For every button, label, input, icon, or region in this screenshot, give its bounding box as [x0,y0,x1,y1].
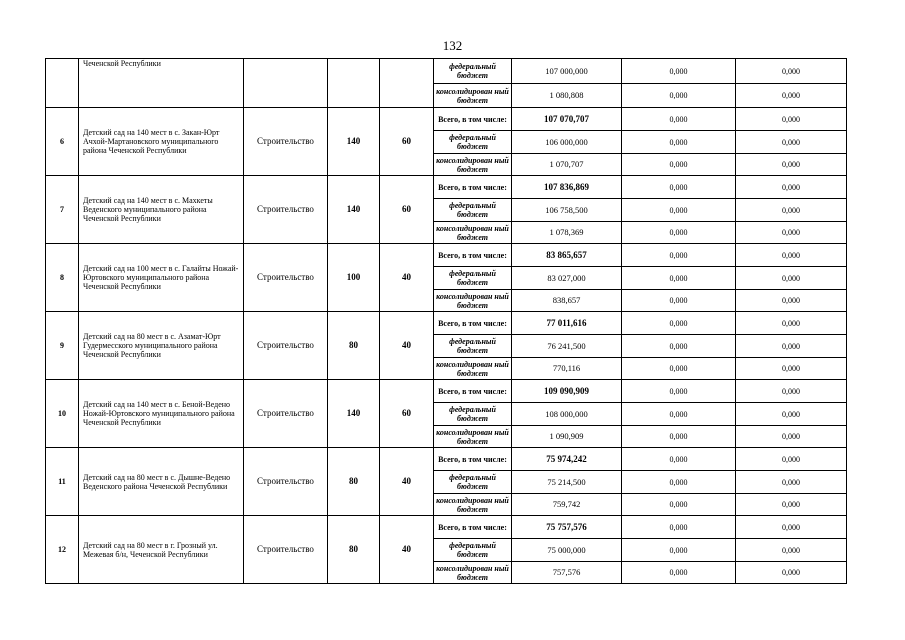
value-federal: 107 000,000 [512,59,622,84]
value-zero: 0,000 [736,108,847,131]
table-row [46,516,847,539]
object-name: Детский сад на 140 мест в с. Махкеты Веденского муниципального района Чеченской Республики [79,176,244,244]
value-zero: 0,000 [622,335,736,358]
value-total: 109 090,909 [512,380,622,403]
capacity-2: 40 [380,312,434,380]
label-consolidated: консолидирован ный бюджет [434,562,512,584]
table-row [46,108,847,131]
table-body [46,59,847,584]
label-total: Всего, в том числе: [434,244,512,267]
label-federal: федеральный бюджет [434,131,512,154]
value-zero: 0,000 [736,494,847,516]
label-consolidated: консолидирован ный бюджет [434,154,512,176]
value-zero: 0,000 [622,494,736,516]
value-zero: 0,000 [622,84,736,108]
table-row [46,312,847,335]
label-total: Всего, в том числе: [434,108,512,131]
row-number: 9 [46,312,79,380]
object-name-cell: Чеченской Республики [79,59,244,108]
value-total: 83 865,657 [512,244,622,267]
label-total: Всего, в том числе: [434,380,512,403]
label-total: Всего, в том числе: [434,448,512,471]
table-row [46,448,847,471]
value-zero: 0,000 [736,84,847,108]
value-zero: 0,000 [736,562,847,584]
label-total: Всего, в том числе: [434,516,512,539]
label-consolidated: консолидирован ный бюджет [434,222,512,244]
table-row [46,380,847,403]
value-zero: 0,000 [736,244,847,267]
work-type-cell [244,59,328,108]
value-zero: 0,000 [622,358,736,380]
value-consolidated: 1 090,909 [512,426,622,448]
value-federal: 75 000,000 [512,539,622,562]
table-row [46,244,847,267]
row-number: 12 [46,516,79,584]
value-zero: 0,000 [736,267,847,290]
capacity-2: 60 [380,176,434,244]
label-consolidated: консолидирован ный бюджет [434,426,512,448]
value-zero: 0,000 [622,426,736,448]
value-zero: 0,000 [736,539,847,562]
capacity-2: 40 [380,516,434,584]
value-zero: 0,000 [622,562,736,584]
value-zero: 0,000 [622,154,736,176]
value-federal: 106 000,000 [512,131,622,154]
value-consolidated: 1 080,808 [512,84,622,108]
value-zero: 0,000 [736,448,847,471]
capacity: 80 [328,516,380,584]
value-zero: 0,000 [622,244,736,267]
value-zero: 0,000 [736,59,847,84]
object-name: Детский сад на 100 мест в с. Галайты Ножай-Юртовского муниципального района Чеченской Республики [79,244,244,312]
value-zero: 0,000 [736,335,847,358]
label-federal: федеральный бюджет [434,199,512,222]
row-num-cell [46,59,79,108]
work-type: Строительство [244,244,328,312]
label-federal: федеральный бюджет [434,267,512,290]
value-zero: 0,000 [736,131,847,154]
capacity: 140 [328,176,380,244]
value-total: 107 836,869 [512,176,622,199]
table-row [46,59,847,84]
value-zero: 0,000 [622,131,736,154]
value-zero: 0,000 [736,222,847,244]
value-zero: 0,000 [622,539,736,562]
label-consolidated: консолидирован ный бюджет [434,84,512,108]
value-federal: 83 027,000 [512,267,622,290]
value-zero: 0,000 [622,448,736,471]
object-name: Детский сад на 140 мест в с. Беной-Ведено Ножай-Юртовского муниципального района Чеченской Республики [79,380,244,448]
value-zero: 0,000 [736,471,847,494]
row-number: 10 [46,380,79,448]
value-zero: 0,000 [736,176,847,199]
value-federal: 106 758,500 [512,199,622,222]
work-type: Строительство [244,176,328,244]
row-number: 7 [46,176,79,244]
funding-table [45,58,847,584]
value-zero: 0,000 [736,199,847,222]
capacity: 140 [328,380,380,448]
label-consolidated: консолидирован ный бюджет [434,290,512,312]
label-consolidated: консолидирован ный бюджет [434,494,512,516]
label-federal: федеральный бюджет [434,59,512,84]
value-zero: 0,000 [736,516,847,539]
capacity-cell [328,59,380,108]
value-zero: 0,000 [736,380,847,403]
label-total: Всего, в том числе: [434,176,512,199]
work-type: Строительство [244,448,328,516]
value-zero: 0,000 [736,426,847,448]
value-zero: 0,000 [622,267,736,290]
value-total: 75 974,242 [512,448,622,471]
value-consolidated: 1 070,707 [512,154,622,176]
value-zero: 0,000 [622,108,736,131]
value-total: 107 070,707 [512,108,622,131]
object-name: Детский сад на 80 мест в с. Дышне-Ведено Веденского района Чеченской Республики [79,448,244,516]
capacity: 140 [328,108,380,176]
value-total: 77 011,616 [512,312,622,335]
table-row [46,176,847,199]
label-federal: федеральный бюджет [434,403,512,426]
capacity-2: 60 [380,108,434,176]
value-total: 75 757,576 [512,516,622,539]
capacity: 80 [328,448,380,516]
value-federal: 75 214,500 [512,471,622,494]
value-zero: 0,000 [622,516,736,539]
work-type: Строительство [244,516,328,584]
capacity-2: 40 [380,448,434,516]
capacity: 80 [328,312,380,380]
value-zero: 0,000 [736,312,847,335]
work-type: Строительство [244,380,328,448]
page-number: 132 [442,38,463,53]
value-consolidated: 759,742 [512,494,622,516]
value-consolidated: 1 078,369 [512,222,622,244]
value-consolidated: 770,116 [512,358,622,380]
capacity-2: 60 [380,380,434,448]
capacity-2-cell [380,59,434,108]
label-federal: федеральный бюджет [434,335,512,358]
value-federal: 108 000,000 [512,403,622,426]
capacity: 100 [328,244,380,312]
value-zero: 0,000 [622,312,736,335]
row-number: 8 [46,244,79,312]
value-zero: 0,000 [622,290,736,312]
value-zero: 0,000 [736,290,847,312]
work-type: Строительство [244,108,328,176]
work-type: Строительство [244,312,328,380]
row-number: 11 [46,448,79,516]
value-consolidated: 757,576 [512,562,622,584]
value-federal: 76 241,500 [512,335,622,358]
row-number: 6 [46,108,79,176]
value-zero: 0,000 [622,199,736,222]
object-name: Детский сад на 80 мест в г. Грозный ул. Межевая б/н, Чеченской Республики [79,516,244,584]
label-federal: федеральный бюджет [434,471,512,494]
value-zero: 0,000 [622,222,736,244]
value-zero: 0,000 [622,176,736,199]
capacity-2: 40 [380,244,434,312]
value-zero: 0,000 [736,358,847,380]
value-zero: 0,000 [622,471,736,494]
object-name: Детский сад на 140 мест в с. Закан-Юрт Ачхой-Мартановского муниципального района Чеченской Республики [79,108,244,176]
object-name: Детский сад на 80 мест в с. Азамат-Юрт Гудермесского муниципального района Чеченской Республики [79,312,244,380]
value-zero: 0,000 [622,380,736,403]
value-zero: 0,000 [622,59,736,84]
value-zero: 0,000 [736,154,847,176]
label-consolidated: консолидирован ный бюджет [434,358,512,380]
value-zero: 0,000 [736,403,847,426]
value-consolidated: 838,657 [512,290,622,312]
value-zero: 0,000 [622,403,736,426]
label-total: Всего, в том числе: [434,312,512,335]
label-federal: федеральный бюджет [434,539,512,562]
